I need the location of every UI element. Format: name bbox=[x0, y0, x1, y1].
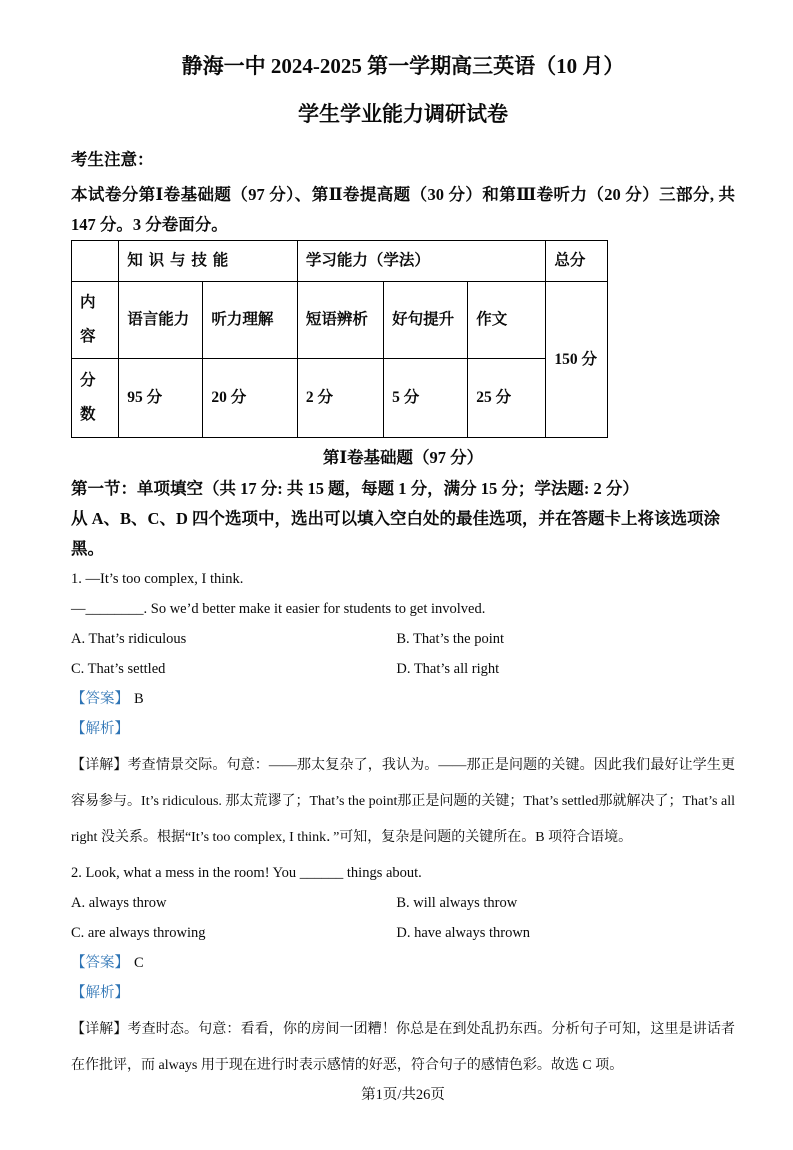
question-1-option-c: C. That’s settled bbox=[71, 661, 166, 677]
notice-heading: 考生注意： bbox=[71, 150, 154, 169]
score-table-header-row bbox=[72, 241, 608, 282]
question-1-analysis-line bbox=[71, 714, 735, 744]
question-2-option-c: C. are always throwing bbox=[71, 925, 206, 941]
question-1-answer-line bbox=[71, 684, 735, 714]
score-table-cell-listening-comprehension: 听力理解 bbox=[203, 282, 297, 359]
score-table-cell-composition: 作文 bbox=[468, 282, 546, 359]
score-table-header-knowledge: 知 识 与 技 能 bbox=[119, 241, 298, 282]
score-table-cell-language-score: 95 分 bbox=[119, 359, 203, 438]
score-table-row-label-score: 分数 bbox=[72, 359, 119, 438]
question-1-option-d: D. That’s all right bbox=[396, 661, 500, 677]
question-2-answer-line bbox=[71, 948, 735, 978]
score-table-header-total: 总分 bbox=[546, 241, 608, 282]
question-1-explanation: 【详解】考查情景交际。句意：——那太复杂了，我认为。——那正是问题的关键。因此我们最好让学生更容易参与。It’s ridiculous. 那太荒谬了；That’s the point那正是问题的关键；That’s settled那就解决了；That’s all right 没关系。根据“It’s too complex, I think．”可知，复杂是问题的关键所在。B 项符合语境。 bbox=[71, 758, 735, 845]
analysis-label: 【解析】 bbox=[71, 721, 129, 737]
question-1-stem-line2: —________. So we’d better make it easier for students to get involved. bbox=[71, 601, 486, 617]
question-2-analysis-line bbox=[71, 978, 735, 1008]
question-2 bbox=[71, 858, 735, 1084]
page-number: 第1页/共26页 bbox=[361, 1087, 445, 1103]
score-table-cell-sentence-score: 5 分 bbox=[384, 359, 468, 438]
notice-body: 本试卷分第Ⅰ卷基础题（97 分）、第Ⅱ卷提高题（30 分）和第Ⅲ卷听力（20 分）三部分, 共 147 分。3 分卷面分。 bbox=[71, 185, 735, 234]
score-table-row-label-content: 内容 bbox=[72, 282, 119, 359]
question-2-answer-value: C bbox=[134, 955, 144, 971]
part1-heading: 第Ⅰ卷基础题（97 分） bbox=[322, 448, 484, 467]
section1-instruction: 从 A、B、C、D 四个选项中，选出可以填入空白处的最佳选项，并在答题卡上将该选项涂黑。 bbox=[71, 509, 721, 558]
score-table bbox=[71, 240, 608, 438]
score-table-corner-cell bbox=[72, 241, 119, 282]
question-2-option-b: B. will always throw bbox=[396, 895, 518, 911]
score-table-cell-sentence-improvement: 好句提升 bbox=[384, 282, 468, 359]
question-1-answer-value: B bbox=[134, 691, 144, 707]
question-1-option-a: A. That’s ridiculous bbox=[71, 631, 187, 647]
score-table-cell-phrase-analysis: 短语辨析 bbox=[297, 282, 383, 359]
score-table-score-row bbox=[72, 359, 608, 438]
question-2-option-d: D. have always thrown bbox=[396, 925, 531, 941]
question-2-options bbox=[71, 888, 735, 948]
question-1 bbox=[71, 564, 735, 856]
question-1-options bbox=[71, 624, 735, 684]
question-2-option-a: A. always throw bbox=[71, 895, 167, 911]
question-1-option-b: B. That’s the point bbox=[396, 631, 505, 647]
answer-label: 【答案】 bbox=[71, 691, 129, 707]
question-2-explanation: 【详解】考查时态。句意：看看，你的房间一团糟！你总是在到处乱扔东西。分析句子可知，这里是讲话者在作批评，而 always 用于现在进行时表示感情的好恶，符合句子的感情色彩。故选 C 项。 bbox=[71, 1022, 735, 1073]
question-2-stem-line1: 2. Look, what a mess in the room! You ______ things about. bbox=[71, 865, 422, 881]
question-1-stem-line1: 1. —It’s too complex, I think. bbox=[71, 571, 244, 587]
exam-title-line1: 静海一中 2024-2025 第一学期高三英语（10 月） bbox=[181, 54, 625, 78]
score-table-content-row bbox=[72, 282, 608, 359]
score-table-cell-listening-score: 20 分 bbox=[203, 359, 297, 438]
score-table-cell-phrase-score: 2 分 bbox=[297, 359, 383, 438]
score-table-total-score-cell: 150 分 bbox=[546, 282, 608, 438]
exam-title-line2: 学生学业能力调研试卷 bbox=[298, 102, 508, 126]
analysis-label: 【解析】 bbox=[71, 985, 129, 1001]
answer-label: 【答案】 bbox=[71, 955, 129, 971]
section1-heading: 第一节：单项填空（共 17 分: 共 15 题，每题 1 分，满分 15 分；学法题: 2 分） bbox=[71, 479, 639, 498]
score-table-header-learning: 学习能力（学法） bbox=[297, 241, 545, 282]
score-table-cell-composition-score: 25 分 bbox=[468, 359, 546, 438]
score-table-cell-language-ability: 语言能力 bbox=[119, 282, 203, 359]
